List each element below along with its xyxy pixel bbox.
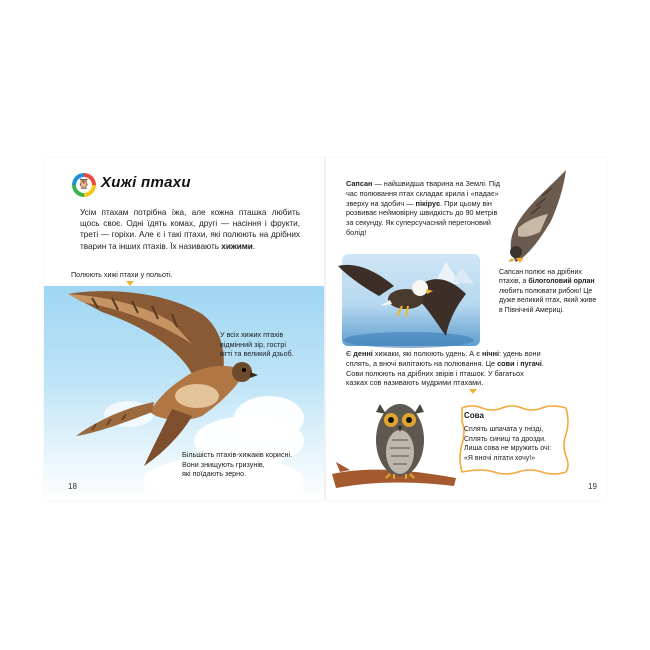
text-part: . Сови полюють на дрібних звірів і пташок. У багатьох казках сов називають мудрими птахами. xyxy=(346,358,544,388)
intro-part-bold: хижими xyxy=(221,241,253,251)
text-bold: нічні xyxy=(481,349,500,358)
pointer-arrow-icon xyxy=(516,258,524,263)
caption-hunt: Полюють хижі птахи у польоті. xyxy=(71,270,173,279)
falcon-illustration xyxy=(62,284,262,474)
text-bold: сови xyxy=(497,358,515,368)
text-part: хижаки, які полюють удень. А є xyxy=(372,349,482,358)
intro-paragraph xyxy=(80,207,300,252)
text-part: і xyxy=(514,358,521,368)
poem-title: Сова xyxy=(464,411,484,420)
caption-line: які поїдають зерно. xyxy=(182,469,247,479)
caption-line: Вони знищують гризунів, xyxy=(182,459,265,469)
text-bold: пугачі xyxy=(520,358,542,368)
text-part: — найшвидша тварина на Землі. Під час полювання птах складає крила і «падає» зверху на здобич — xyxy=(346,179,501,208)
poem-line: Сплять шпачата у гнізді, xyxy=(464,426,544,433)
text-bold: білоголовий орлан xyxy=(528,278,595,286)
side-caption xyxy=(499,268,599,315)
book-spread xyxy=(44,158,606,500)
caption-line: відмінний зір, гострі xyxy=(220,339,286,349)
pointer-arrow-icon xyxy=(469,389,477,394)
caption-line: Більшість птахів-хижаків корисні. xyxy=(182,450,293,459)
caption-useful xyxy=(182,450,292,479)
day-night-paragraph xyxy=(346,349,546,388)
text-part: любить полювати рибою! Це дуже великий птах, який живе в Північній Америці. xyxy=(499,287,597,314)
text-bold: денні xyxy=(353,349,373,358)
intro-part: Усім птахам потрібна їжа, але кожна пташка любить щось своє. Одні їдять комах, другі — насіння і фрукти, треті — горіхи. Але є і такі птахи, які полюють на дрібних тварин та інших птахів. Їх називають xyxy=(80,208,300,251)
owl-badge-icon: 🦉 xyxy=(72,173,96,197)
poem-line: «Я вночі літати хочу!» xyxy=(464,454,536,462)
page-number: 19 xyxy=(588,482,597,491)
caption-line: кігті та великий дзьоб. xyxy=(220,349,294,359)
caption-line: У всіх хижих птахів xyxy=(220,330,284,339)
caption-traits xyxy=(220,330,294,359)
right-page xyxy=(326,158,606,500)
peregrine-paragraph xyxy=(346,179,504,238)
text-bold: Сапсан xyxy=(346,179,373,188)
owl-illustration xyxy=(330,390,460,494)
left-page xyxy=(44,158,324,500)
text-part: . При цьому він розвиває неймовірну швидкість до 90 метрів за секунду. Як суперсучасний перегоновий болід! xyxy=(346,198,498,237)
text-bold: пікірує xyxy=(415,198,441,208)
page-number: 18 xyxy=(68,482,77,491)
eagle-illustration xyxy=(334,244,484,349)
page-title: Хижі птахи xyxy=(101,174,191,191)
poem-line: Сплять синиці та дрозди. xyxy=(464,435,546,443)
peregrine-illustration xyxy=(496,166,576,266)
poem-line: Лиша сова не мружить очі: xyxy=(464,445,552,453)
poem-text xyxy=(464,425,551,463)
intro-part: . xyxy=(252,241,256,251)
text-part: : удень вони сплять, а вночі вилітають на полювання. Це xyxy=(346,349,541,368)
text-part: Є xyxy=(346,349,354,358)
text-part: Сапсан полює на дрібних птахів, а xyxy=(499,269,582,286)
